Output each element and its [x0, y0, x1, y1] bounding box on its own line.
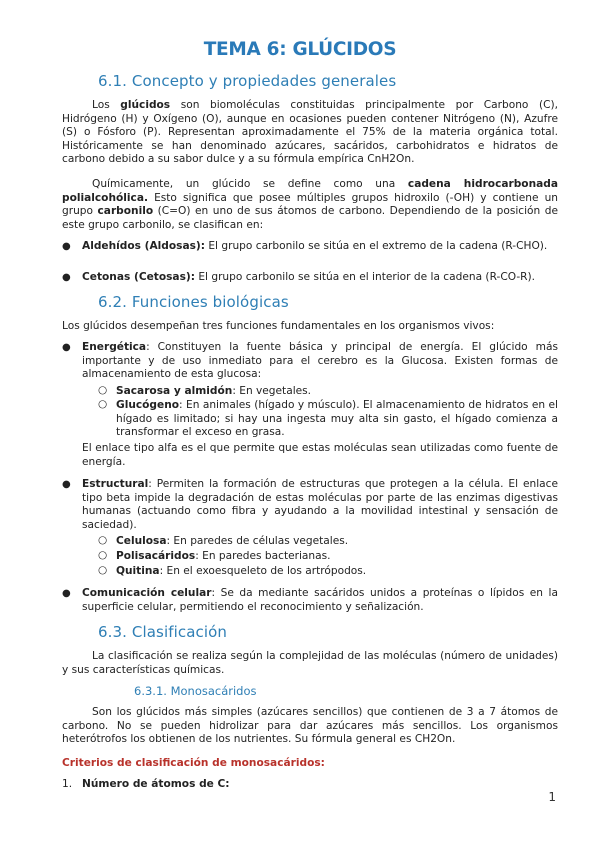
- bold-term: Polisacáridos: [116, 550, 196, 562]
- bullet-icon: ●: [62, 588, 71, 599]
- text-run: : En animales (hígado y músculo). El almacenamiento de hidratos en el hígado es limitado; si hay una ingesta muy alta sin gasto, el hígado comienza a transformar el exceso en grasa.: [116, 399, 558, 438]
- bold-term: Aldehídos (Aldosas):: [82, 240, 205, 252]
- list-item-cetonas: [62, 271, 558, 285]
- paragraph-monosacaridos: Son los glúcidos más simples (azúcares sencillos) que contienen de 3 a 7 átomos de carbono. No se pueden hidrolizar para dar azúcares más sencillos. Los organismos heterótrofos los obtienen de los nutrientes. Su fórmula general es CH2On.: [62, 706, 558, 745]
- note-alpha-bond: El enlace tipo alfa es el que permite que estas moléculas sean utilizadas como fuente de energía.: [82, 442, 558, 468]
- bold-term: Quitina: [116, 565, 160, 577]
- paragraph-classification: La clasificación se realiza según la complejidad de las moléculas (número de unidades) y sus características químicas.: [62, 650, 558, 676]
- text-run: Los: [92, 99, 121, 111]
- bold-term: glúcidos: [120, 99, 171, 111]
- bold-term: Sacarosa y almidón: [116, 385, 233, 397]
- criteria-heading: [62, 757, 558, 771]
- circle-bullet-icon: ○: [98, 534, 108, 546]
- text-run: son biomoléculas constituidas principalmente por Carbono (C), Hidrógeno (H) y Oxígeno (O), aunque en ocasiones pueden contener Nitrógeno (N), Azufre (S) o Fósforo (P). Representan aproximadamente el 75% de la materia orgánica total. Históricamente se han denominado azúcares, sacáridos, carbohidratos e hidratos de carbono debido a su sabor dulce y a su fórmula empírica CnH2On.: [62, 99, 558, 165]
- list-item-energetica: [62, 341, 558, 382]
- list-number: 1.: [62, 778, 73, 790]
- bold-term: Estructural: [82, 478, 149, 490]
- sub-item-glucogeno: [98, 398, 558, 440]
- page-title: TEMA 6: GLÚCIDOS: [203, 39, 397, 60]
- sub-item-sacarosa: [98, 384, 558, 399]
- bullet-icon: ●: [62, 479, 71, 490]
- sub-item-celulosa: [98, 534, 558, 549]
- subsection-heading-6-3-1: 6.3.1. Monosacáridos: [134, 684, 257, 698]
- section-heading-6-1: 6.1. Concepto y propiedades generales: [98, 72, 397, 90]
- bold-term: Comunicación celular: [82, 587, 212, 599]
- numbered-item-1: [62, 778, 558, 792]
- text-run: El grupo carbonilo se sitúa en el interior de la cadena (R-CO-R).: [194, 271, 536, 283]
- list-item-aldehidos: [62, 240, 558, 254]
- bullet-icon: ●: [62, 272, 71, 283]
- text-run: (C=O) en uno de sus átomos de carbono. Dependiendo de la posición de este grupo carbonilo, se clasifican en:: [62, 205, 558, 231]
- bold-term: carbonilo: [97, 205, 154, 217]
- text-run: : Constituyen la fuente básica y principal de energía. El glúcido más importante y de uso inmediato para el cerebro es la Glucosa. Existen formas de almacenamiento de esta glucosa:: [82, 341, 558, 380]
- section-heading-6-2: 6.2. Funciones biológicas: [98, 293, 289, 311]
- text-run: Químicamente, un glúcido se define como una: [92, 178, 408, 190]
- bold-term: cadena hidrocarbonada polialcohólica.: [62, 178, 559, 204]
- circle-bullet-icon: ○: [98, 384, 108, 396]
- text-run: El grupo carbonilo se sitúa en el extremo de la cadena (R-CHO).: [205, 240, 548, 252]
- bold-term: Glucógeno: [116, 399, 180, 411]
- list-item-estructural: [62, 478, 558, 532]
- text-run: Esto significa que posee múltiples grupos hidroxilo (-OH) y contiene un grupo: [62, 191, 558, 217]
- paragraph-definition: [62, 99, 558, 167]
- list-item-comunicacion: [62, 587, 558, 614]
- bullet-icon: ●: [62, 342, 71, 353]
- section-heading-6-3: 6.3. Clasificación: [98, 623, 227, 641]
- sub-item-quitina: [98, 564, 558, 579]
- text-run: : En paredes de células vegetales.: [166, 535, 349, 547]
- text-run: : Permiten la formación de estructuras que protegen a la célula. El enlace tipo beta impide la degradación de estas moléculas por parte de las enzimas digestivas humanas (actuando como fibra y ayudando a la movilidad intestinal y sensación de saciedad).: [82, 478, 558, 531]
- circle-bullet-icon: ○: [98, 549, 108, 561]
- text-run: : Se da mediante sacáridos unidos a proteínas o lípidos en la superficie celular, permitiendo el reconocimiento y señalización.: [82, 587, 558, 613]
- paragraph-chemistry: [62, 178, 558, 232]
- text-run: : En el exoesqueleto de los artrópodos.: [159, 565, 367, 577]
- circle-bullet-icon: ○: [98, 564, 108, 576]
- sub-item-polisacaridos: [98, 549, 558, 564]
- bold-term: Cetonas (Cetosas):: [82, 271, 195, 283]
- criteria-label: Criterios de clasificación de monosacáridos:: [62, 757, 325, 769]
- bold-term: Energética: [82, 341, 147, 353]
- bold-term: Celulosa: [116, 535, 167, 547]
- bold-term: Número de átomos de C:: [82, 778, 230, 790]
- circle-bullet-icon: ○: [98, 398, 108, 410]
- bullet-icon: ●: [62, 241, 71, 252]
- text-run: : En vegetales.: [232, 385, 312, 397]
- paragraph-functions-intro: Los glúcidos desempeñan tres funciones fundamentales en los organismos vivos:: [62, 320, 495, 332]
- text-run: : En paredes bacterianas.: [195, 550, 331, 562]
- page-number: 1: [548, 790, 556, 804]
